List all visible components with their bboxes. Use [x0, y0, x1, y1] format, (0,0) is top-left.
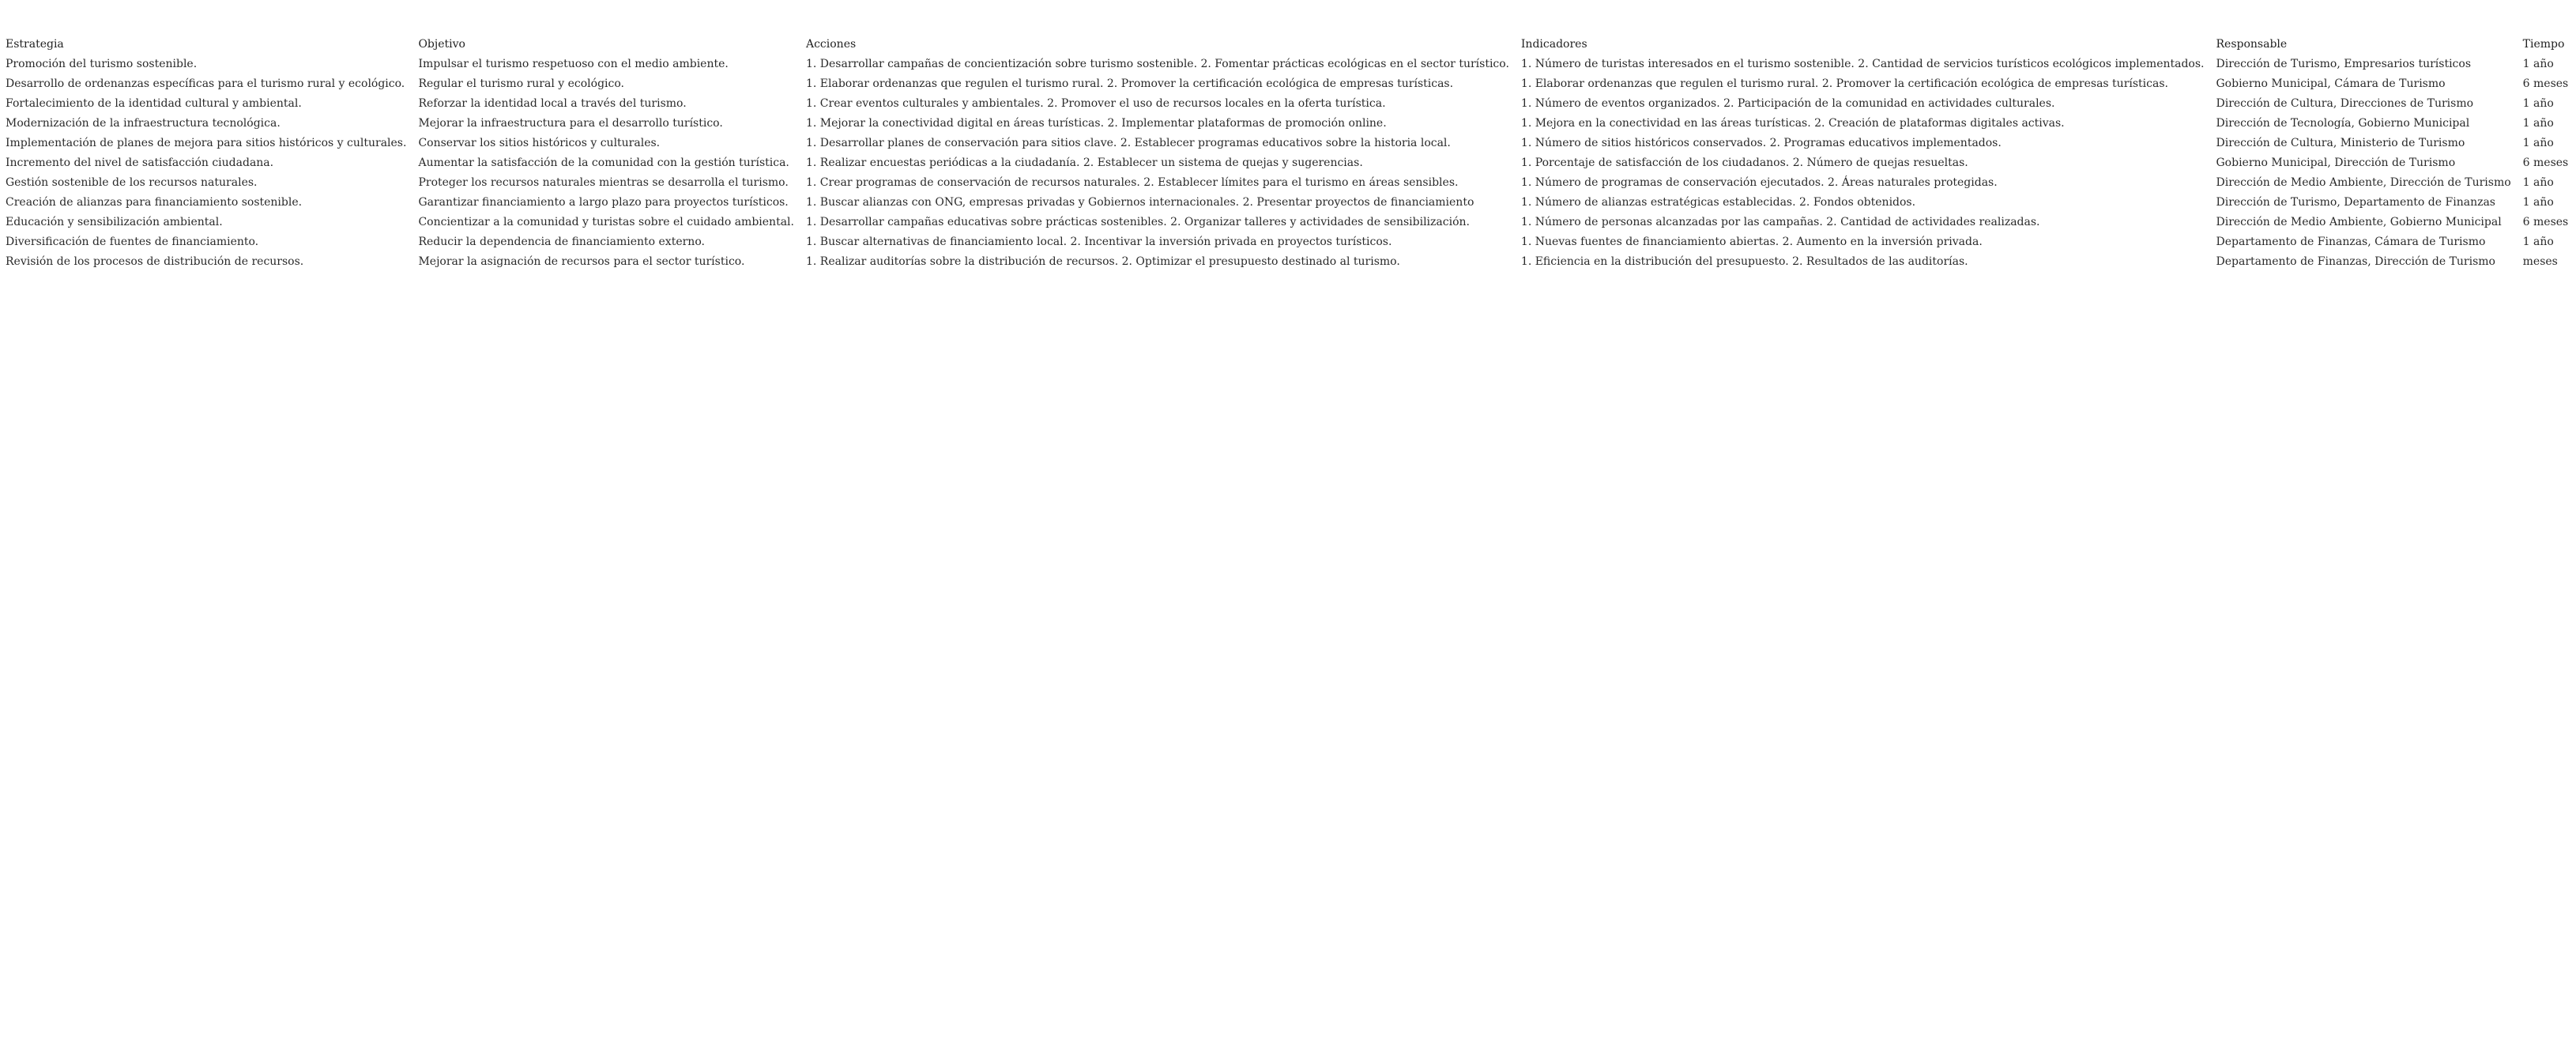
cell-estrategia: Diversificación de fuentes de financiamiento. [6, 236, 259, 248]
cell-acciones: 1. Buscar alternativas de financiamiento local. 2. Incentivar la inversión privada en proyectos turísticos. [805, 236, 1392, 248]
cell-estrategia: Modernización de la infraestructura tecnológica. [6, 117, 281, 130]
cell-objetivo: Garantizar financiamiento a largo plazo para proyectos turísticos. [418, 196, 789, 209]
cell-responsable: Departamento de Finanzas, Cámara de Turismo [2216, 236, 2486, 248]
cell-objetivo: Mejorar la asignación de recursos para el sector turístico. [418, 255, 745, 268]
table-body [2, 55, 2576, 272]
cell-acciones: 1. Desarrollar campañas educativas sobre prácticas sostenibles. 2. Organizar talleres y actividades de sensibilización. [805, 216, 1470, 228]
document-body [2, 35, 2569, 272]
cell-tiempo: 1 año [2522, 176, 2554, 189]
cell-indicadores: 1. Porcentaje de satisfacción de los ciudadanos. 2. Número de quejas resueltas. [1520, 157, 1968, 169]
cell-acciones: 1. Crear programas de conservación de recursos naturales. 2. Establecer límites para el turismo en áreas sensibles. [805, 176, 1459, 189]
cell-indicadores: 1. Número de turistas interesados en el turismo sostenible. 2. Cantidad de servicios turísticos ecológicos implementados. [1520, 58, 2205, 70]
cell-tiempo: 1 año [2522, 117, 2554, 130]
cell-acciones: 1. Elaborar ordenanzas que regulen el turismo rural. 2. Promover la certificación ecológica de empresas turísticas. [805, 77, 1454, 90]
column-header-tiempo: Tiempo [2522, 38, 2565, 51]
cell-estrategia: Revisión de los procesos de distribución de recursos. [6, 255, 304, 268]
cell-indicadores: 1. Elaborar ordenanzas que regulen el turismo rural. 2. Promover la certificación ecológica de empresas turísticas. [1520, 77, 2168, 90]
cell-responsable: Departamento de Finanzas, Dirección de Turismo [2216, 255, 2495, 268]
cell-estrategia: Educación y sensibilización ambiental. [6, 216, 223, 228]
cell-responsable: Gobierno Municipal, Dirección de Turismo [2216, 157, 2456, 169]
cell-acciones: 1. Realizar encuestas periódicas a la ciudadanía. 2. Establecer un sistema de quejas y sugerencias. [805, 157, 1363, 169]
table-row [2, 173, 2576, 193]
cell-estrategia: Incremento del nivel de satisfacción ciudadana. [6, 157, 274, 169]
table-row [2, 213, 2576, 232]
cell-estrategia: Gestión sostenible de los recursos naturales. [6, 176, 258, 189]
cell-tiempo: 1 año [2522, 97, 2554, 110]
table-row [2, 193, 2576, 213]
cell-tiempo: 1 año [2522, 137, 2554, 149]
cell-responsable: Dirección de Cultura, Direcciones de Turismo [2216, 97, 2474, 110]
column-header-estrategia: Estrategia [6, 38, 64, 51]
cell-responsable: Dirección de Tecnología, Gobierno Municipal [2216, 117, 2470, 130]
column-header-indicadores: Indicadores [1520, 38, 1587, 51]
cell-objetivo: Mejorar la infraestructura para el desarrollo turístico. [418, 117, 723, 130]
cell-estrategia: Implementación de planes de mejora para sitios históricos y culturales. [6, 137, 407, 149]
table-row [2, 134, 2576, 153]
table-row [2, 232, 2576, 252]
cell-indicadores: 1. Mejora en la conectividad en las áreas turísticas. 2. Creación de plataformas digitales activas. [1520, 117, 2065, 130]
cell-tiempo: 6 meses [2522, 77, 2569, 90]
table-header-row [2, 35, 2576, 55]
cell-estrategia: Promoción del turismo sostenible. [6, 58, 198, 70]
cell-objetivo: Concientizar a la comunidad y turistas sobre el cuidado ambiental. [418, 216, 794, 228]
cell-objetivo: Reforzar la identidad local a través del turismo. [418, 97, 687, 110]
cell-indicadores: 1. Número de programas de conservación ejecutados. 2. Áreas naturales protegidas. [1520, 176, 1998, 189]
cell-indicadores: 1. Número de sitios históricos conservados. 2. Programas educativos implementados. [1520, 137, 2002, 149]
cell-responsable: Dirección de Medio Ambiente, Gobierno Municipal [2216, 216, 2502, 228]
cell-objetivo: Regular el turismo rural y ecológico. [418, 77, 624, 90]
cell-indicadores: 1. Número de eventos organizados. 2. Participación de la comunidad en actividades culturales. [1520, 97, 2055, 110]
table-row [2, 252, 2576, 272]
cell-estrategia: Fortalecimiento de la identidad cultural y ambiental. [6, 97, 302, 110]
cell-indicadores: 1. Nuevas fuentes de financiamiento abiertas. 2. Aumento en la inversión privada. [1520, 236, 1983, 248]
cell-estrategia: Desarrollo de ordenanzas específicas para el turismo rural y ecológico. [6, 77, 405, 90]
cell-tiempo: 1 año [2522, 58, 2554, 70]
cell-tiempo: 6 meses [2522, 216, 2569, 228]
cell-acciones: 1. Crear eventos culturales y ambientales. 2. Promover el uso de recursos locales en la oferta turística. [805, 97, 1386, 110]
cell-acciones: 1. Realizar auditorías sobre la distribución de recursos. 2. Optimizar el presupuesto destinado al turismo. [805, 255, 1400, 268]
cell-acciones: 1. Desarrollar planes de conservación para sitios clave. 2. Establecer programas educativos sobre la historia local. [805, 137, 1451, 149]
cell-tiempo: 1 año [2522, 196, 2554, 209]
cell-responsable: Dirección de Turismo, Empresarios turísticos [2216, 58, 2471, 70]
column-header-responsable: Responsable [2216, 38, 2288, 51]
cell-estrategia: Creación de alianzas para financiamiento sostenible. [6, 196, 303, 209]
table-row [2, 153, 2576, 173]
cell-objetivo: Aumentar la satisfacción de la comunidad con la gestión turística. [418, 157, 789, 169]
cell-tiempo: meses [2522, 255, 2558, 268]
cell-indicadores: 1. Número de personas alcanzadas por las campañas. 2. Cantidad de actividades realizadas. [1520, 216, 2040, 228]
cell-indicadores: 1. Número de alianzas estratégicas establecidas. 2. Fondos obtenidos. [1520, 196, 1916, 209]
cell-responsable: Dirección de Medio Ambiente, Dirección de Turismo [2216, 176, 2511, 189]
cell-objetivo: Reducir la dependencia de financiamiento externo. [418, 236, 705, 248]
cell-responsable: Dirección de Cultura, Ministerio de Turismo [2216, 137, 2465, 149]
cell-objetivo: Impulsar el turismo respetuoso con el medio ambiente. [418, 58, 729, 70]
table-row [2, 74, 2576, 94]
table-row [2, 114, 2576, 134]
column-header-objetivo: Objetivo [418, 38, 465, 51]
cell-objetivo: Conservar los sitios históricos y culturales. [418, 137, 661, 149]
strategy-table [2, 35, 2576, 272]
table-row [2, 55, 2576, 74]
cell-tiempo: 1 año [2522, 236, 2554, 248]
cell-tiempo: 6 meses [2522, 157, 2569, 169]
cell-responsable: Dirección de Turismo, Departamento de Finanzas [2216, 196, 2495, 209]
cell-objetivo: Proteger los recursos naturales mientras se desarrolla el turismo. [418, 176, 789, 189]
table-row [2, 94, 2576, 114]
column-header-acciones: Acciones [805, 38, 857, 51]
cell-acciones: 1. Buscar alianzas con ONG, empresas privadas y Gobiernos internacionales. 2. Presentar proyectos de financiamiento [805, 196, 1474, 209]
cell-acciones: 1. Mejorar la conectividad digital en áreas turísticas. 2. Implementar plataformas de promoción online. [805, 117, 1387, 130]
cell-responsable: Gobierno Municipal, Cámara de Turismo [2216, 77, 2446, 90]
cell-indicadores: 1. Eficiencia en la distribución del presupuesto. 2. Resultados de las auditorías. [1520, 255, 1968, 268]
cell-acciones: 1. Desarrollar campañas de concientización sobre turismo sostenible. 2. Fomentar prácticas ecológicas en el sector turístico. [805, 58, 1509, 70]
